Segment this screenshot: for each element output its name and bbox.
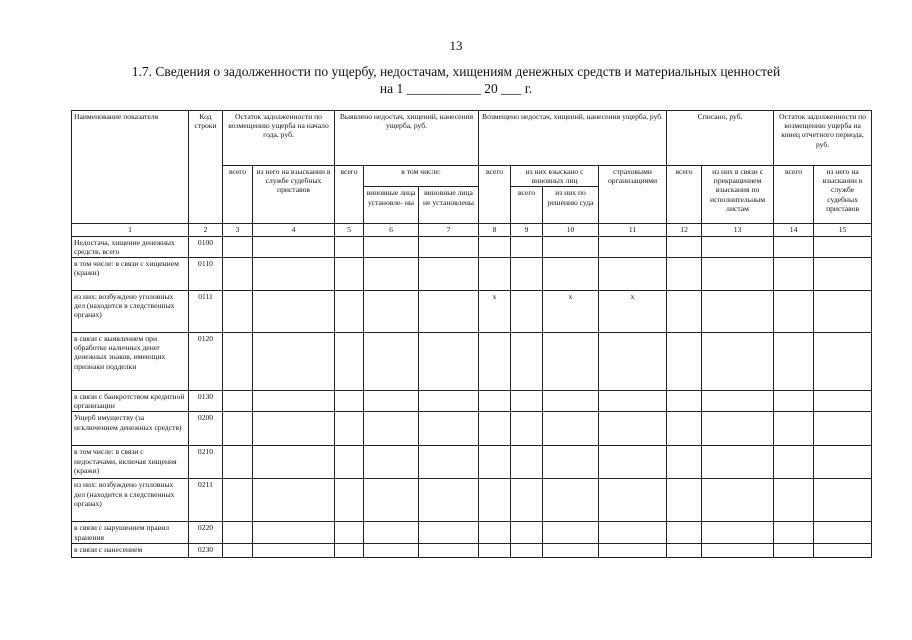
row-cell — [543, 412, 599, 446]
row-cell — [364, 479, 419, 522]
row-cell — [223, 412, 253, 446]
row-cell — [364, 258, 419, 291]
row-cell — [774, 543, 814, 557]
row-cell — [702, 412, 774, 446]
column-number: 4 — [253, 224, 335, 236]
row-cell — [335, 291, 364, 333]
row-cell — [667, 333, 702, 391]
form-title-line-2: на 1 ___________ 20 ___ г. — [379, 81, 533, 96]
header-written-off-total: всего — [667, 166, 702, 224]
row-cell — [774, 258, 814, 291]
row-cell — [364, 412, 419, 446]
row-cell — [511, 333, 543, 391]
row-cell — [511, 391, 543, 412]
header-from-guilty-total: всего — [511, 187, 543, 224]
row-cell — [253, 446, 335, 479]
table-row — [72, 333, 872, 391]
row-cell — [702, 333, 774, 391]
row-cell — [253, 543, 335, 557]
row-cell — [335, 446, 364, 479]
row-cell — [253, 333, 335, 391]
table-row — [72, 543, 872, 557]
column-number-row — [72, 224, 872, 236]
row-cell — [335, 412, 364, 446]
row-cell — [599, 479, 667, 522]
row-cell — [479, 236, 511, 257]
row-cell — [511, 543, 543, 557]
row-cell — [479, 391, 511, 412]
row-cell — [667, 291, 702, 333]
row-cell — [667, 412, 702, 446]
row-cell — [253, 291, 335, 333]
row-cell — [599, 412, 667, 446]
table-row — [72, 258, 872, 291]
row-label: в том числе: в связи с недостачами, включая хищения (кражи) — [72, 446, 189, 479]
row-cell — [253, 236, 335, 257]
column-number: 5 — [335, 224, 364, 236]
row-cell — [479, 333, 511, 391]
row-cell — [419, 479, 479, 522]
row-cell: x — [599, 291, 667, 333]
row-cell — [667, 479, 702, 522]
row-cell — [667, 446, 702, 479]
form-title-line-1: 1.7. Сведения о задолженности по ущербу, недостачам, хищениям денежных средств и материальных ценностей — [131, 64, 781, 79]
row-code: 0111 — [189, 291, 223, 333]
row-cell — [667, 391, 702, 412]
row-cell — [511, 479, 543, 522]
header-detected: Выявлено недостач, хищений, нанесения ущерба, руб. — [335, 111, 479, 166]
column-number: 13 — [702, 224, 774, 236]
row-cell — [774, 236, 814, 257]
header-row-1 — [72, 111, 872, 166]
row-cell — [419, 543, 479, 557]
row-label: в связи с банкротством кредитной организации — [72, 391, 189, 412]
row-cell — [253, 479, 335, 522]
page-number: 13 — [449, 38, 463, 53]
row-cell — [543, 479, 599, 522]
column-number: 8 — [479, 224, 511, 236]
row-code: 0100 — [189, 236, 223, 257]
row-cell: x — [479, 291, 511, 333]
row-cell — [599, 391, 667, 412]
row-cell — [479, 446, 511, 479]
column-number: 9 — [511, 224, 543, 236]
table-row — [72, 479, 872, 522]
row-cell — [814, 333, 872, 391]
row-label: из них: возбуждено уголовных дел (находится в следственных органах) — [72, 479, 189, 522]
row-label: в том числе: в связи с хищением (кражи) — [72, 258, 189, 291]
row-cell — [419, 291, 479, 333]
row-cell — [814, 236, 872, 257]
row-cell — [667, 258, 702, 291]
row-cell — [419, 236, 479, 257]
row-code: 0210 — [189, 446, 223, 479]
column-number: 15 — [814, 224, 872, 236]
header-guilty-known: виновные лица установле- ны — [364, 187, 419, 224]
row-cell — [223, 446, 253, 479]
row-label: в связи с выявлением при обработке наличных денег денежных знаков, имеющих признаки подделки — [72, 333, 189, 391]
row-code: 0130 — [189, 391, 223, 412]
row-cell — [599, 543, 667, 557]
row-cell — [253, 258, 335, 291]
row-cell — [479, 412, 511, 446]
header-recovered-total: всего — [479, 166, 511, 224]
row-cell — [335, 479, 364, 522]
column-number: 10 — [543, 224, 599, 236]
row-cell — [364, 522, 419, 543]
column-number: 12 — [667, 224, 702, 236]
row-label: Ущерб имуществу (за исключением денежных средств) — [72, 412, 189, 446]
row-code: 0230 — [189, 543, 223, 557]
table-row — [72, 291, 872, 333]
row-cell — [364, 446, 419, 479]
header-recovered-from-guilty: из них взыскано с виновных лиц — [511, 166, 599, 187]
row-cell — [814, 391, 872, 412]
row-label: Недостача, хищение денежных средств, всего — [72, 236, 189, 257]
row-cell — [702, 522, 774, 543]
row-cell — [419, 391, 479, 412]
row-cell — [223, 391, 253, 412]
row-cell — [253, 391, 335, 412]
row-cell — [335, 522, 364, 543]
row-cell — [774, 479, 814, 522]
header-detected-total: всего — [335, 166, 364, 224]
row-cell — [774, 291, 814, 333]
header-written-off-terminated: из них в связи с прекращением взыскания по исполнительным листам — [702, 166, 774, 224]
header-end-bailiff: из него на взыскании в службе судебных приставов — [814, 166, 872, 224]
row-cell — [223, 522, 253, 543]
row-cell — [335, 543, 364, 557]
header-start-bailiff: из него на взыскании в службе судебных приставов — [253, 166, 335, 224]
column-number: 7 — [419, 224, 479, 236]
row-cell — [543, 333, 599, 391]
header-by-court: из них по решению суда — [543, 187, 599, 224]
row-cell — [774, 412, 814, 446]
table-row — [72, 446, 872, 479]
row-cell — [419, 412, 479, 446]
row-cell — [599, 236, 667, 257]
header-detected-including: в том числе: — [364, 166, 479, 187]
row-cell — [479, 479, 511, 522]
column-number: 2 — [189, 224, 223, 236]
row-label: из них: возбуждено уголовных дел (находится в следственных органах) — [72, 291, 189, 333]
header-written-off: Списано, руб. — [667, 111, 774, 166]
row-cell — [335, 333, 364, 391]
row-cell — [511, 291, 543, 333]
row-cell — [223, 291, 253, 333]
row-cell — [253, 522, 335, 543]
row-cell — [364, 291, 419, 333]
row-cell — [599, 258, 667, 291]
row-cell — [814, 446, 872, 479]
report-table-container — [71, 110, 872, 575]
row-cell — [814, 543, 872, 557]
form-title — [60, 63, 852, 97]
row-cell — [511, 236, 543, 257]
row-cell — [814, 412, 872, 446]
header-start-total: всего — [223, 166, 253, 224]
row-cell — [364, 543, 419, 557]
header-recovered: Возмещено недостач, хищений, нанесения ущерба, руб. — [479, 111, 667, 166]
row-cell — [702, 291, 774, 333]
row-code: 0211 — [189, 479, 223, 522]
row-cell — [364, 391, 419, 412]
row-cell — [774, 333, 814, 391]
row-cell — [479, 543, 511, 557]
row-cell — [543, 236, 599, 257]
row-cell — [335, 391, 364, 412]
row-cell: x — [543, 291, 599, 333]
row-cell — [814, 291, 872, 333]
row-cell — [479, 522, 511, 543]
row-cell — [667, 236, 702, 257]
row-cell — [543, 391, 599, 412]
table-row — [72, 522, 872, 543]
row-cell — [419, 258, 479, 291]
header-indicator-name: Наименование показателя — [72, 111, 189, 224]
row-cell — [599, 333, 667, 391]
row-code: 0200 — [189, 412, 223, 446]
header-guilty-unknown: виновные лица не установлены — [419, 187, 479, 224]
row-code: 0120 — [189, 333, 223, 391]
row-cell — [814, 479, 872, 522]
row-cell — [223, 236, 253, 257]
header-balance-start: Остаток задолженности по возмещению ущерба на начало года, руб. — [223, 111, 335, 166]
row-cell — [511, 522, 543, 543]
row-cell — [702, 391, 774, 412]
row-cell — [511, 412, 543, 446]
data-rows — [72, 236, 872, 557]
row-cell — [774, 446, 814, 479]
row-cell — [364, 236, 419, 257]
row-cell — [223, 479, 253, 522]
row-cell — [702, 543, 774, 557]
debt-damage-report-table — [71, 110, 872, 558]
row-code: 0110 — [189, 258, 223, 291]
column-number: 14 — [774, 224, 814, 236]
row-cell — [335, 258, 364, 291]
row-cell — [774, 522, 814, 543]
column-number: 3 — [223, 224, 253, 236]
row-cell — [419, 522, 479, 543]
row-cell — [364, 333, 419, 391]
column-number: 1 — [72, 224, 189, 236]
row-cell — [599, 522, 667, 543]
row-code: 0220 — [189, 522, 223, 543]
row-cell — [599, 446, 667, 479]
row-cell — [253, 412, 335, 446]
row-cell — [702, 236, 774, 257]
row-cell — [667, 522, 702, 543]
row-label: в связи с нарушением правил хранения — [72, 522, 189, 543]
row-cell — [419, 446, 479, 479]
header-recovered-insurers: страховыми организациями — [599, 166, 667, 224]
table-row — [72, 412, 872, 446]
row-cell — [543, 522, 599, 543]
row-cell — [667, 543, 702, 557]
column-number: 6 — [364, 224, 419, 236]
row-cell — [702, 446, 774, 479]
row-cell — [511, 258, 543, 291]
header-end-total: всего — [774, 166, 814, 224]
table-row — [72, 391, 872, 412]
row-cell — [702, 479, 774, 522]
row-cell — [774, 391, 814, 412]
column-number: 11 — [599, 224, 667, 236]
header-row-code: Код строки — [189, 111, 223, 224]
table-row — [72, 236, 872, 257]
row-cell — [814, 258, 872, 291]
row-cell — [511, 446, 543, 479]
row-cell — [223, 543, 253, 557]
row-cell — [223, 333, 253, 391]
row-cell — [479, 258, 511, 291]
row-cell — [543, 543, 599, 557]
row-cell — [702, 258, 774, 291]
header-balance-end: Остаток задолженности по возмещению ущерба на конец отчетного периода, руб. — [774, 111, 872, 166]
row-cell — [419, 333, 479, 391]
row-cell — [543, 258, 599, 291]
row-cell — [543, 446, 599, 479]
row-cell — [335, 236, 364, 257]
row-label: в связи с нанесением — [72, 543, 189, 557]
row-cell — [223, 258, 253, 291]
row-cell — [814, 522, 872, 543]
